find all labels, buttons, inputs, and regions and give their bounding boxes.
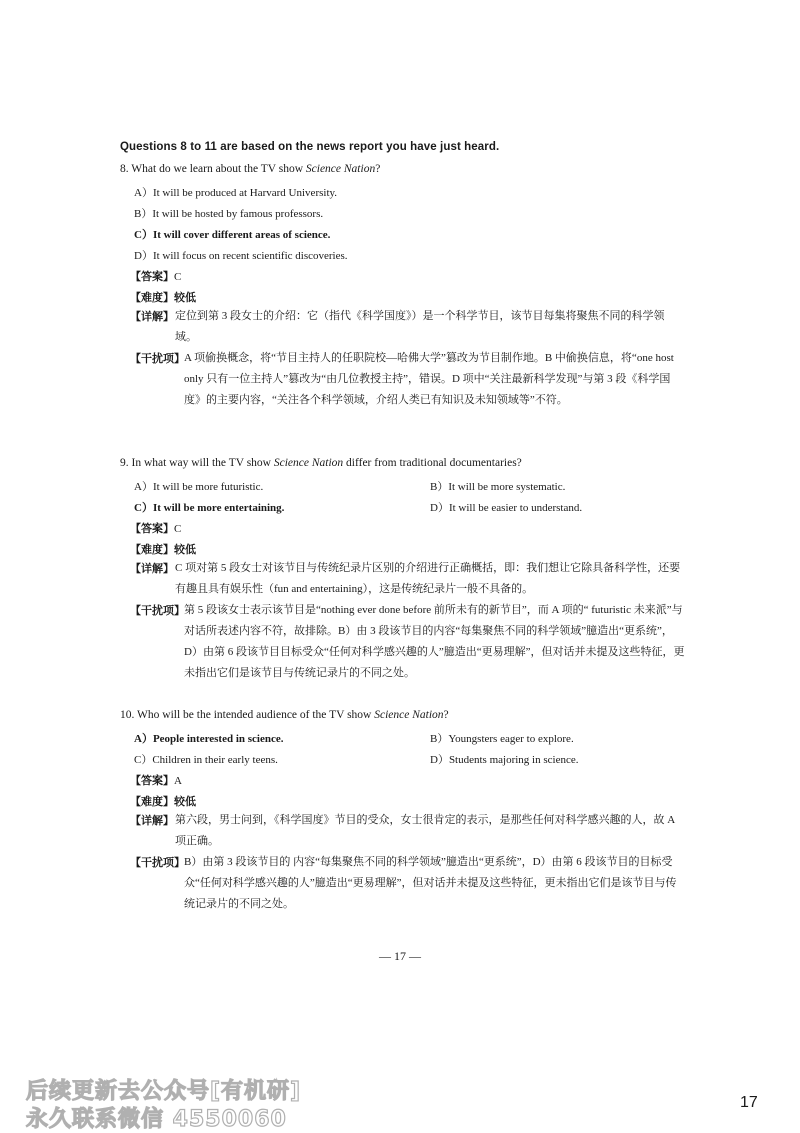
question-8-difficulty: [130, 289, 196, 305]
question-10-option-d: D）Students majoring in science.: [430, 754, 579, 766]
detail-label: 【详解】: [130, 562, 174, 575]
answer-value: A: [174, 775, 182, 787]
detail-label: 【详解】: [130, 814, 174, 827]
distractor-text: 第 5 段该女士表示该节目是“nothing ever done before 前所未有的新节目”，而 A 项的“ futuristic 未来派”与对话所表述内容不符，故排除。B）由 3 段该节目的内容“每集聚焦不同的科学领域”臆造出“更系统”，D）由第 6 段该节目目标受众“任何对科学感兴趣的人”臆造出“更易理解”，但对话并未提及这些特征，更未指出它们是该节目与传统记录片的不同之处。: [184, 604, 685, 679]
question-9-detail: [130, 558, 685, 600]
question-10-option-c: C）Children in their early teens.: [134, 754, 278, 766]
question-9-option-b: B）It will be more systematic.: [430, 481, 566, 493]
difficulty-value: 较低: [174, 543, 196, 556]
question-9-stem: [120, 457, 522, 469]
question-9-option-d: D）It will be easier to understand.: [430, 502, 583, 514]
answer-label: 【答案】: [130, 270, 174, 283]
watermark-line-2: 永久联系微信 4550060: [26, 1107, 287, 1132]
detail-text: 第六段，男士问到，《科学国度》节目的受众，女士很肯定的表示，是那些任何对科学感兴趣的人，故 A 项正确。: [175, 814, 675, 847]
question-9-stem-text: 9. In what way will the TV show: [120, 457, 274, 469]
question-10-stem: [120, 709, 449, 721]
distractor-text: B）由第 3 段该节目的 内容“每集聚焦不同的科学领域”臆造出“更系统”，D）由第 6 段该节目的目标受众“任何对科学感兴趣的人”臆造出“更易理解”，但对话并未提及这些特征，更未指出它们是该节目与传统记录片的不同之处。: [184, 856, 677, 910]
corner-page-number: 17: [740, 1094, 758, 1111]
detail-text: C 项对第 5 段女士对该节目与传统纪录片区别的介绍进行正确概括，即：我们想让它除具备科学性，还要有趣且具有娱乐性（fun and entertaining），这是传统纪录片一般不具备的。: [175, 562, 681, 595]
question-10-detail: [130, 810, 685, 852]
watermark-line-1: 后续更新去公众号[有机研]: [26, 1079, 302, 1104]
answer-value: C: [174, 523, 182, 535]
question-8-stem: [120, 163, 380, 175]
question-8-answer: [130, 268, 181, 284]
question-8-stem-end: ?: [375, 163, 381, 175]
question-10-show-title: Science Nation: [374, 709, 444, 721]
question-9-option-a: A）It will be more futuristic.: [134, 481, 264, 493]
answer-label: 【答案】: [130, 774, 174, 787]
question-8-show-title: Science Nation: [305, 163, 376, 175]
question-9-option-c: C）It will be more entertaining.: [134, 502, 285, 514]
question-9-stem-end: differ from traditional documentaries?: [343, 457, 522, 469]
question-9-distractors: [130, 600, 685, 684]
distractor-label: 【干扰项】: [130, 352, 185, 365]
question-10-option-b: B）Youngsters eager to explore.: [430, 733, 574, 745]
question-8-option-a: A）It will be produced at Harvard University.: [134, 187, 338, 199]
question-9-answer: [130, 520, 181, 536]
distractor-label: 【干扰项】: [130, 604, 185, 617]
difficulty-label: 【难度】: [130, 543, 174, 556]
question-8-option-c: C）It will cover different areas of science.: [134, 229, 331, 241]
question-8-distractors: [130, 348, 685, 411]
question-8-option-b: B）It will be hosted by famous professors.: [134, 208, 324, 220]
section-heading: Questions 8 to 11 are based on the news report you have just heard.: [120, 141, 500, 153]
distractor-text: A 项偷换概念，将“节目主持人的任职院校—哈佛大学”篡改为节目制作地。B 中偷换信息，将“one host only 只有一位主持人”篡改为“由几位教授主持”，错误。D 项中“关注最新科学发现”与第 3 段《科学国度》的主要内容，“关注各个科学领域，介绍人类已有知识及未知领域等”不符。: [184, 352, 674, 406]
question-8-option-d: D）It will focus on recent scientific discoveries.: [134, 250, 348, 262]
detail-label: 【详解】: [130, 310, 174, 323]
question-10-distractors: [130, 852, 685, 915]
question-9-difficulty: [130, 541, 196, 557]
question-9-show-title: Science Nation: [273, 457, 344, 469]
question-10-answer: [130, 772, 182, 788]
question-10-stem-end: ?: [443, 709, 449, 721]
difficulty-label: 【难度】: [130, 795, 174, 808]
difficulty-value: 较低: [174, 795, 196, 808]
answer-label: 【答案】: [130, 522, 174, 535]
question-10-difficulty: [130, 793, 196, 809]
detail-text: 定位到第 3 段女士的介绍：它（指代《科学国度》）是一个科学节目，该节目每集将聚焦不同的科学领域。: [175, 310, 665, 343]
answer-value: C: [174, 271, 182, 283]
question-8-detail: [130, 306, 685, 348]
difficulty-label: 【难度】: [130, 291, 174, 304]
difficulty-value: 较低: [174, 291, 196, 304]
question-10-stem-text: 10. Who will be the intended audience of the TV show: [120, 709, 375, 721]
distractor-label: 【干扰项】: [130, 856, 185, 869]
page-number: — 17 —: [379, 949, 421, 963]
question-8-stem-text: 8. What do we learn about the TV show: [120, 163, 306, 175]
question-10-option-a: A）People interested in science.: [134, 733, 284, 745]
